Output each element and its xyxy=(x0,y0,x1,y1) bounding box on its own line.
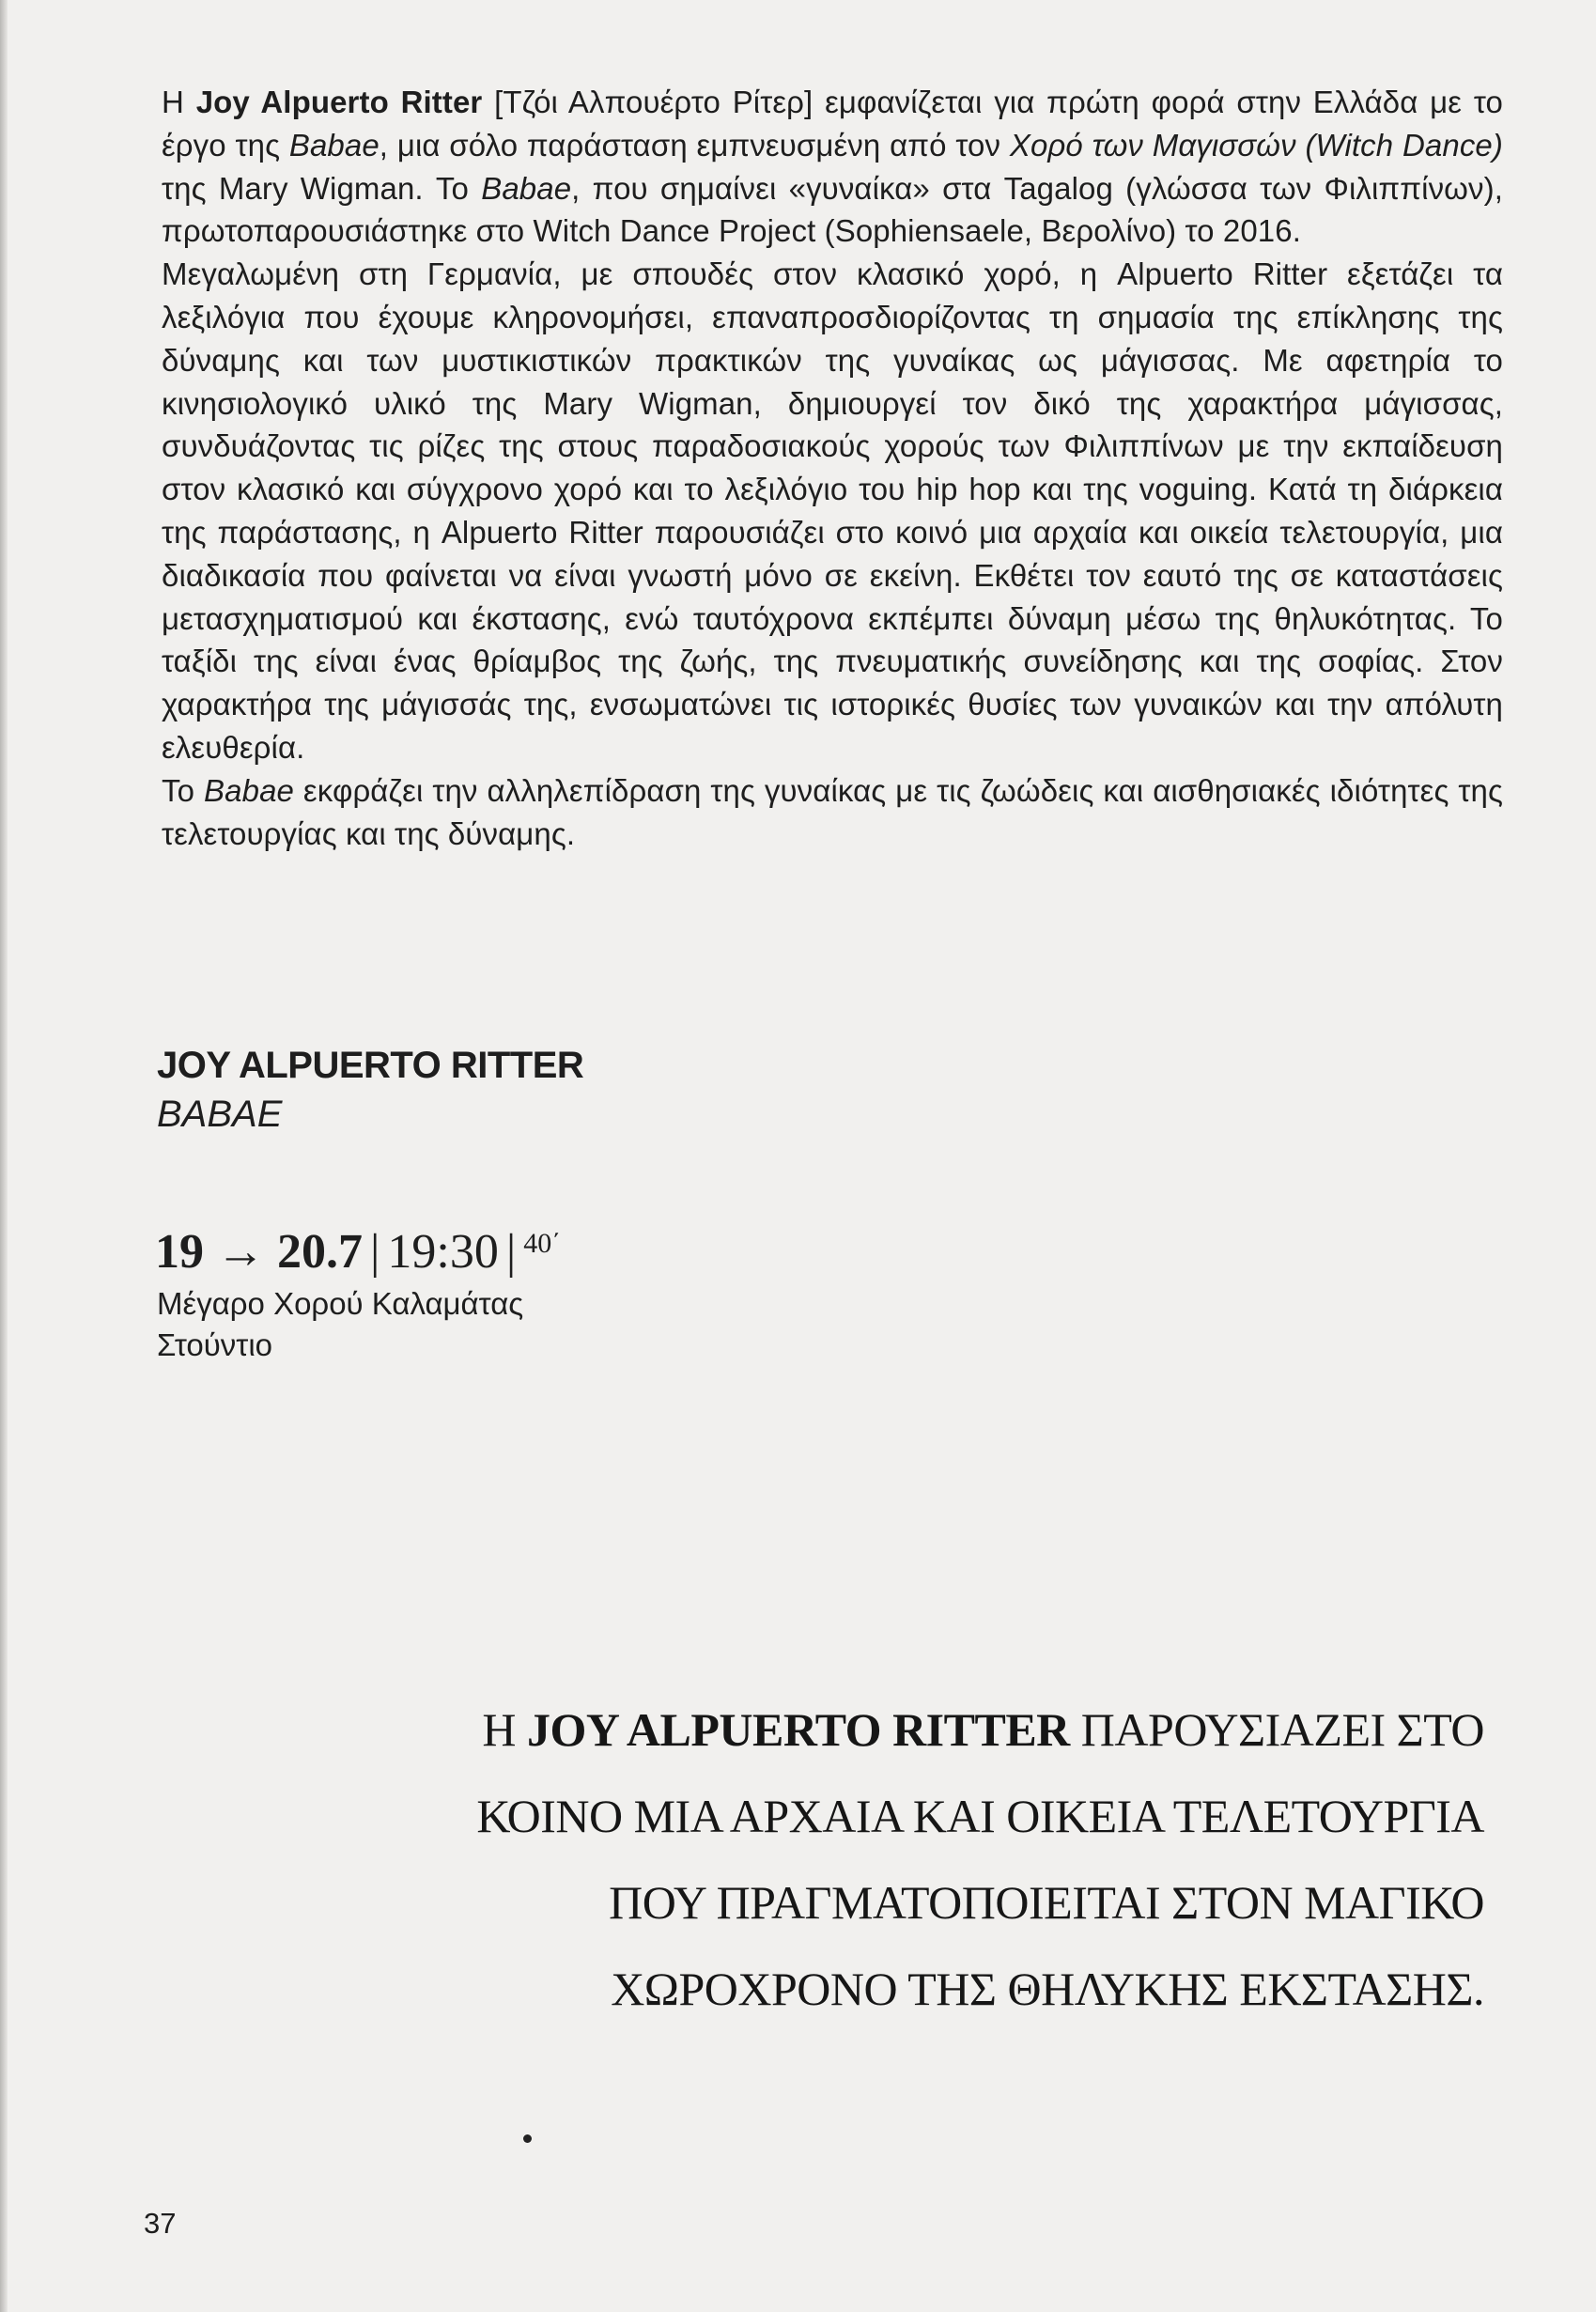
page-edge xyxy=(0,0,8,2312)
page-number: 37 xyxy=(144,2207,177,2240)
text-span: ΠΑΡΟΥΣΙΑΖΕΙ ΣΤΟ ΚΟΙΝΟ ΜΙΑ ΑΡΧΑΙΑ ΚΑΙ ΟΙΚΕΙΑ ΤΕΛΕΤΟΥΡΓΙΑ ΠΟΥ ΠΡΑΓΜΑΤΟΠΟΙΕΙΤΑΙ ΣΤΟΝ ΜΑΓΙΚΟ ΧΩΡΟΧΡΟΝΟ ΤΗΣ ΘΗΛΥΚΗΣ ΕΚΣΤΑΣΗΣ. xyxy=(476,1703,1484,2015)
text-span: Το xyxy=(162,772,205,808)
text-span: Η xyxy=(162,85,196,119)
description-text xyxy=(162,81,1503,855)
schedule-line xyxy=(155,1212,561,1284)
text-span: Η xyxy=(482,1703,528,1756)
paragraph-body: Μεγαλωμένη στη Γερμανία, με σπουδές στον κλασικό χορό, η Alpuerto Ritter εξετάζει τα λεξιλόγια που έχουμε κληρονομήσει, επαναπροσδιορίζοντας τη σημασία της επίκλησης της δύναμης και των μυστικιστικών πρακτικών της γυναίκας ως μάγισσας. Με αφετηρία το κινησιολογικό υλικό της Mary Wigman, δημιουργεί τον δικό της χαρακτήρα μάγισσας, συνδυάζοντας τις ρίζες της στους παραδοσιακούς χορούς των Φιλιππίνων με την εκπαίδευση στον κλασικό και σύγχρονο χορό και το λεξιλόγιο του hip hop και της voguing. Κατά τη διάρκεια της παράστασης, η Alpuerto Ritter παρουσιάζει στο κοινό μια αρχαία και οικεία τελετουργία, μια διαδικασία που φαίνεται να είναι γνωστή μόνο σε εκείνη. Εκθέτει τον εαυτό της σε καταστάσεις μετασχηματισμού και έκστασης, ενώ ταυτόχρονα εκπέμπει δύναμη μέσω της θηλυκότητας. Το ταξίδι της είναι ένας θρίαμβος της ζωής, της πνευματικής συνείδησης και της σοφίας. Στον χαρακτήρα της μάγισσάς της, ενσωματώνει τις ιστορικές θυσίες των γυναικών και την απόλυτη ελευθερία. xyxy=(162,256,1503,765)
pull-quote xyxy=(451,1686,1484,2032)
text-span: [Τζόι Αλπουέρτο Ρίτερ] εμφανίζεται για πρώτη φορά στην Ελλάδα με το έργο της xyxy=(162,85,1503,163)
text-span: , μια σόλο παράσταση εμπνευσμένη από τον xyxy=(379,127,1010,163)
ornament-dot xyxy=(523,2134,532,2143)
work-title-inline: Babae xyxy=(204,772,294,808)
artist-heading: JOY ALPUERTO RITTER xyxy=(157,1045,584,1086)
reference-work-inline: Χορό των Μαγισσών (Witch Dance) xyxy=(1009,127,1503,163)
work-title: BABAE xyxy=(157,1094,283,1135)
paragraph-intro xyxy=(162,81,1503,253)
text-span: της Mary Wigman. Το xyxy=(162,170,482,206)
separator: | xyxy=(370,1225,380,1279)
performance-time: 19:30 xyxy=(387,1225,499,1279)
venue-block xyxy=(157,1283,523,1366)
credits-block xyxy=(157,1041,908,1139)
pull-quote-artist: JOY ALPUERTO RITTER xyxy=(527,1703,1070,1756)
work-title-inline: Babae xyxy=(481,170,572,206)
venue-name: Μέγαρο Χορού Καλαμάτας xyxy=(157,1286,524,1321)
text-span: εκφράζει την αλληλεπίδραση της γυναίκας με τις ζωώδεις και αισθησιακές ιδιότητες της τελετουργίας και της δύναμης. xyxy=(162,772,1504,851)
artist-name-inline: Joy Alpuerto Ritter xyxy=(195,85,483,119)
paragraph-closing xyxy=(162,769,1503,856)
work-title-inline: Babae xyxy=(288,127,380,163)
venue-room: Στούντιο xyxy=(157,1327,273,1362)
separator: | xyxy=(505,1225,517,1279)
performance-dates: 19 → 20.7 xyxy=(155,1225,363,1279)
performance-duration: 40΄ xyxy=(523,1228,562,1259)
text-span: , που σημαίνει «γυναίκα» στα Tagalog (γλώσσα των Φιλιππίνων), πρωτοπαρουσιάστηκε στο Witch Dance Project (Sophiensaele, Βερολίνο) το 2016. xyxy=(162,170,1503,249)
